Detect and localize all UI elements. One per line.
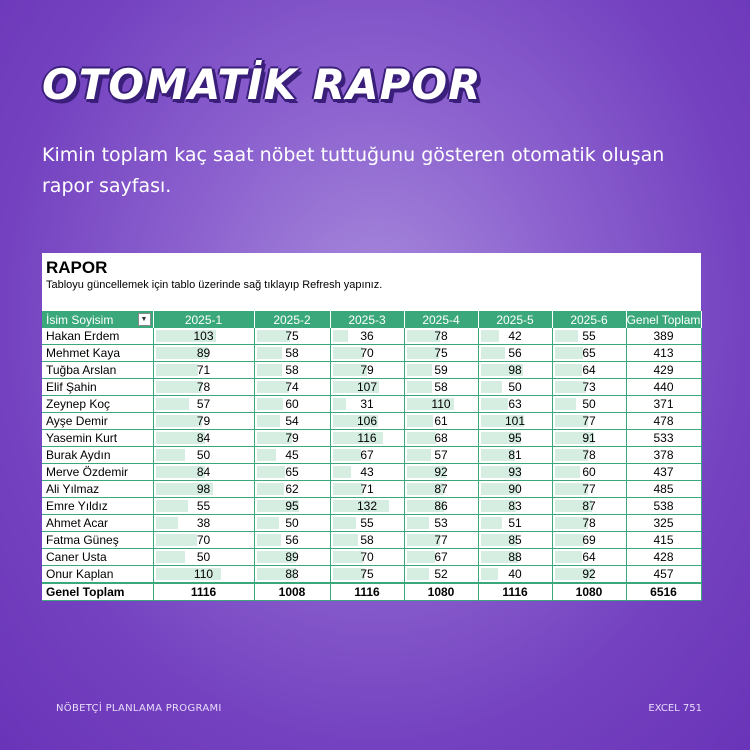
value-cell[interactable] <box>552 345 626 362</box>
cell-value: 50 <box>508 380 522 394</box>
cell-value: 74 <box>285 380 299 394</box>
cell-value: 60 <box>582 465 596 479</box>
cell-value: 45 <box>285 448 299 462</box>
cell-value: 107 <box>356 380 378 394</box>
value-cell[interactable] <box>153 481 254 498</box>
pivot-table <box>42 311 702 601</box>
cell-value: 50 <box>196 448 211 462</box>
value-cell[interactable] <box>552 515 626 532</box>
cell-value: 92 <box>434 465 448 479</box>
cell-value: 58 <box>434 380 448 394</box>
value-cell[interactable] <box>153 379 254 396</box>
cell-value: 57 <box>196 397 211 411</box>
value-cell[interactable] <box>254 379 330 396</box>
table-row[interactable] <box>42 566 701 584</box>
cell-value: 56 <box>508 346 522 360</box>
cell-value: 69 <box>582 533 596 547</box>
row-name-cell[interactable]: Mehmet Kaya <box>42 345 153 362</box>
grand-total-row[interactable] <box>42 583 701 601</box>
cell-value: 93 <box>508 465 522 479</box>
table-row[interactable] <box>42 362 701 379</box>
value-cell[interactable] <box>478 447 552 464</box>
page-title: OTOMATİK RAPOR <box>42 60 482 109</box>
cell-value: 70 <box>360 346 374 360</box>
cell-value: 87 <box>582 499 596 513</box>
row-name-cell[interactable]: Emre Yıldız <box>42 498 153 515</box>
cell-value: 91 <box>582 431 596 445</box>
cell-value: 89 <box>285 550 299 564</box>
row-total-cell[interactable]: 325 <box>626 515 701 532</box>
row-name-cell[interactable]: Onur Kaplan <box>42 566 153 584</box>
cell-value: 77 <box>434 533 448 547</box>
value-cell[interactable] <box>478 498 552 515</box>
value-cell[interactable] <box>330 566 404 584</box>
cell-value: 64 <box>582 550 596 564</box>
cell-value: 87 <box>434 482 448 496</box>
cell-value: 106 <box>356 414 378 428</box>
grand-total-cell[interactable]: 1080 <box>404 583 478 601</box>
row-total-cell[interactable]: 538 <box>626 498 701 515</box>
grand-total-label: Genel Toplam <box>42 583 153 601</box>
value-cell[interactable] <box>254 328 330 345</box>
cell-value: 61 <box>434 414 448 428</box>
column-header-2025-5[interactable]: 2025-5 <box>478 311 552 328</box>
value-cell[interactable] <box>404 430 478 447</box>
cell-value: 60 <box>285 397 299 411</box>
cell-value: 50 <box>196 550 211 564</box>
cell-value: 65 <box>582 346 596 360</box>
value-cell[interactable] <box>254 464 330 481</box>
value-cell[interactable] <box>254 362 330 379</box>
row-total-cell[interactable]: 413 <box>626 345 701 362</box>
column-header-2025-2[interactable]: 2025-2 <box>254 311 330 328</box>
cell-value: 64 <box>582 363 596 377</box>
row-total-cell[interactable]: 485 <box>626 481 701 498</box>
row-name-cell[interactable]: Fatma Güneş <box>42 532 153 549</box>
value-cell[interactable] <box>552 481 626 498</box>
table-row[interactable] <box>42 328 701 345</box>
cell-value: 85 <box>508 533 522 547</box>
row-total-cell[interactable]: 428 <box>626 549 701 566</box>
cell-value: 56 <box>285 533 299 547</box>
cell-value: 36 <box>360 329 374 343</box>
table-row[interactable] <box>42 464 701 481</box>
row-total-cell[interactable]: 415 <box>626 532 701 549</box>
value-cell[interactable] <box>254 430 330 447</box>
value-cell[interactable] <box>330 549 404 566</box>
table-row[interactable] <box>42 447 701 464</box>
dropdown-arrow-icon[interactable]: ▼ <box>138 313 151 326</box>
cell-value: 71 <box>196 363 211 377</box>
cell-value: 88 <box>285 567 299 581</box>
cell-value: 62 <box>285 482 299 496</box>
value-cell[interactable] <box>254 532 330 549</box>
table-row[interactable] <box>42 532 701 549</box>
value-cell[interactable] <box>330 362 404 379</box>
row-total-cell[interactable]: 457 <box>626 566 701 584</box>
value-cell[interactable] <box>552 362 626 379</box>
table-row[interactable] <box>42 379 701 396</box>
cell-value: 63 <box>508 397 522 411</box>
row-name-cell[interactable]: Burak Aydın <box>42 447 153 464</box>
grand-total-cell[interactable]: 1116 <box>153 583 254 601</box>
value-cell[interactable] <box>478 396 552 413</box>
cell-value: 71 <box>360 482 374 496</box>
cell-value: 79 <box>196 414 211 428</box>
row-name-cell[interactable]: Elif Şahin <box>42 379 153 396</box>
row-name-cell[interactable]: Ahmet Acar <box>42 515 153 532</box>
cell-value: 98 <box>196 482 211 496</box>
cell-value: 95 <box>508 431 522 445</box>
row-name-cell[interactable]: Merve Özdemir <box>42 464 153 481</box>
cell-value: 75 <box>360 567 374 581</box>
value-cell[interactable] <box>254 413 330 430</box>
value-cell[interactable] <box>478 362 552 379</box>
value-cell[interactable] <box>254 515 330 532</box>
table-row[interactable] <box>42 515 701 532</box>
table-row[interactable] <box>42 345 701 362</box>
row-name-cell[interactable]: Tuğba Arslan <box>42 362 153 379</box>
sheet-title: RAPOR <box>46 258 108 277</box>
value-cell[interactable] <box>478 345 552 362</box>
cell-value: 103 <box>193 329 214 343</box>
cell-value: 89 <box>196 346 211 360</box>
cell-value: 70 <box>196 533 211 547</box>
cell-value: 52 <box>434 567 448 581</box>
value-cell[interactable] <box>404 515 478 532</box>
cell-value: 67 <box>434 550 448 564</box>
cell-value: 70 <box>360 550 374 564</box>
cell-value: 57 <box>434 448 448 462</box>
value-cell[interactable] <box>404 345 478 362</box>
cell-value: 79 <box>285 431 299 445</box>
value-cell[interactable] <box>404 549 478 566</box>
column-header-2025-6[interactable]: 2025-6 <box>552 311 626 328</box>
value-cell[interactable] <box>404 362 478 379</box>
value-cell[interactable] <box>330 515 404 532</box>
cell-value: 55 <box>582 329 596 343</box>
value-cell[interactable] <box>330 481 404 498</box>
value-cell[interactable] <box>330 447 404 464</box>
cell-value: 31 <box>360 397 374 411</box>
value-cell[interactable] <box>153 362 254 379</box>
value-cell[interactable] <box>552 379 626 396</box>
value-cell[interactable] <box>552 447 626 464</box>
value-cell[interactable] <box>153 447 254 464</box>
cell-value: 59 <box>434 363 448 377</box>
value-cell[interactable] <box>254 566 330 584</box>
cell-value: 79 <box>360 363 374 377</box>
value-cell[interactable] <box>330 464 404 481</box>
column-header-2025-1[interactable]: 2025-1 <box>153 311 254 328</box>
cell-value: 77 <box>582 414 596 428</box>
value-cell[interactable] <box>153 430 254 447</box>
cell-value: 75 <box>285 329 299 343</box>
value-cell[interactable] <box>330 379 404 396</box>
row-name-cell[interactable]: Ali Yılmaz <box>42 481 153 498</box>
value-cell[interactable] <box>552 549 626 566</box>
value-cell[interactable] <box>478 566 552 584</box>
cell-value: 84 <box>196 431 211 445</box>
column-header-label: İsim Soyisim <box>46 312 114 327</box>
value-cell[interactable] <box>153 566 254 584</box>
column-header-2025-4[interactable]: 2025-4 <box>404 311 478 328</box>
cell-value: 98 <box>508 363 522 377</box>
value-cell[interactable] <box>404 413 478 430</box>
cell-value: 43 <box>360 465 374 479</box>
cell-value: 58 <box>360 533 374 547</box>
value-cell[interactable] <box>404 566 478 584</box>
value-cell[interactable] <box>330 413 404 430</box>
cell-value: 77 <box>582 482 596 496</box>
table-row[interactable] <box>42 481 701 498</box>
value-cell[interactable] <box>153 549 254 566</box>
cell-value: 42 <box>508 329 522 343</box>
value-cell[interactable] <box>330 345 404 362</box>
row-name-cell[interactable]: Ayşe Demir <box>42 413 153 430</box>
cell-value: 78 <box>582 448 596 462</box>
value-cell[interactable] <box>153 413 254 430</box>
value-cell[interactable] <box>153 532 254 549</box>
value-cell[interactable] <box>552 328 626 345</box>
table-row[interactable] <box>42 549 701 566</box>
cell-value: 110 <box>193 567 214 581</box>
value-cell[interactable] <box>153 328 254 345</box>
value-cell[interactable] <box>404 532 478 549</box>
value-cell[interactable] <box>552 566 626 584</box>
row-total-cell[interactable]: 437 <box>626 464 701 481</box>
value-cell[interactable] <box>478 515 552 532</box>
value-cell[interactable] <box>478 532 552 549</box>
cell-value: 78 <box>582 516 596 530</box>
table-row[interactable] <box>42 498 701 515</box>
footer-code: EXCEL 751 <box>648 703 702 714</box>
value-cell[interactable] <box>552 396 626 413</box>
cell-value: 132 <box>356 499 378 513</box>
value-cell[interactable] <box>478 549 552 566</box>
table-row[interactable] <box>42 413 701 430</box>
cell-value: 38 <box>196 516 211 530</box>
cell-value: 51 <box>508 516 522 530</box>
value-cell[interactable] <box>330 328 404 345</box>
cell-value: 58 <box>285 363 299 377</box>
row-name-cell[interactable]: Hakan Erdem <box>42 328 153 345</box>
row-total-cell[interactable]: 533 <box>626 430 701 447</box>
cell-value: 83 <box>508 499 522 513</box>
value-cell[interactable] <box>254 447 330 464</box>
cell-value: 84 <box>196 465 211 479</box>
grand-total-cell[interactable]: 1116 <box>478 583 552 601</box>
cell-value: 50 <box>582 397 596 411</box>
cell-value: 65 <box>285 465 299 479</box>
cell-value: 58 <box>285 346 299 360</box>
value-cell[interactable] <box>153 515 254 532</box>
value-cell[interactable] <box>153 464 254 481</box>
row-name-cell[interactable]: Zeynep Koç <box>42 396 153 413</box>
value-cell[interactable] <box>254 481 330 498</box>
value-cell[interactable] <box>330 532 404 549</box>
cell-value: 68 <box>434 431 448 445</box>
value-cell[interactable] <box>478 379 552 396</box>
value-cell[interactable] <box>153 396 254 413</box>
value-cell[interactable] <box>153 498 254 515</box>
value-cell[interactable] <box>552 430 626 447</box>
value-cell[interactable] <box>254 498 330 515</box>
cell-value: 78 <box>434 329 448 343</box>
column-header-grand-total[interactable]: Genel Toplam <box>626 312 701 327</box>
row-name-cell[interactable]: Yasemin Kurt <box>42 430 153 447</box>
value-cell[interactable] <box>330 498 404 515</box>
cell-value: 50 <box>285 516 299 530</box>
cell-value: 40 <box>508 567 522 581</box>
value-cell[interactable] <box>254 549 330 566</box>
row-total-cell[interactable]: 389 <box>626 328 701 345</box>
value-cell[interactable] <box>254 345 330 362</box>
row-name-cell[interactable]: Caner Usta <box>42 549 153 566</box>
grand-total-cell[interactable]: 1116 <box>330 583 404 601</box>
value-cell[interactable] <box>552 413 626 430</box>
grand-total-overall[interactable]: 6516 <box>626 583 701 601</box>
value-cell[interactable] <box>478 328 552 345</box>
value-cell[interactable] <box>552 464 626 481</box>
value-cell[interactable] <box>404 498 478 515</box>
value-cell[interactable] <box>404 464 478 481</box>
cell-value: 92 <box>582 567 596 581</box>
value-cell[interactable] <box>404 379 478 396</box>
cell-value: 81 <box>508 448 522 462</box>
page-subtitle: Kimin toplam kaç saat nöbet tuttuğunu gösteren otomatik oluşan rapor sayfası. <box>42 144 665 197</box>
value-cell[interactable] <box>254 396 330 413</box>
row-total-cell[interactable]: 478 <box>626 413 701 430</box>
value-cell[interactable] <box>478 481 552 498</box>
cell-value: 95 <box>285 499 299 513</box>
cell-value: 86 <box>434 499 448 513</box>
column-header-name[interactable] <box>42 311 153 328</box>
row-total-cell[interactable]: 371 <box>626 396 701 413</box>
row-total-cell[interactable]: 440 <box>626 379 701 396</box>
table-header-row <box>42 311 701 328</box>
value-cell[interactable] <box>404 396 478 413</box>
cell-value: 90 <box>508 482 522 496</box>
cell-value: 78 <box>196 380 211 394</box>
row-total-cell[interactable]: 429 <box>626 362 701 379</box>
cell-value: 55 <box>360 516 374 530</box>
cell-value: 110 <box>431 397 451 411</box>
row-total-cell[interactable]: 378 <box>626 447 701 464</box>
sheet-hint: Tabloyu güncellemek için tablo üzerinde sağ tıklayıp Refresh yapınız. <box>46 279 383 291</box>
cell-value: 73 <box>582 380 596 394</box>
cell-value: 55 <box>196 499 211 513</box>
value-cell[interactable] <box>404 328 478 345</box>
value-cell[interactable] <box>330 396 404 413</box>
value-cell[interactable] <box>478 430 552 447</box>
cell-value: 67 <box>360 448 374 462</box>
report-sheet <box>42 253 701 600</box>
column-header-2025-3[interactable]: 2025-3 <box>330 311 404 328</box>
value-cell[interactable] <box>552 498 626 515</box>
cell-value: 54 <box>285 414 299 428</box>
cell-value: 75 <box>434 346 448 360</box>
value-cell[interactable] <box>552 532 626 549</box>
table-row[interactable] <box>42 396 701 413</box>
grand-total-cell[interactable]: 1080 <box>552 583 626 601</box>
grand-total-cell[interactable]: 1008 <box>254 583 330 601</box>
cell-value: 116 <box>357 431 377 445</box>
value-cell[interactable] <box>330 430 404 447</box>
value-cell[interactable] <box>153 345 254 362</box>
cell-value: 88 <box>508 550 522 564</box>
value-cell[interactable] <box>404 481 478 498</box>
table-body <box>42 328 701 601</box>
value-cell[interactable] <box>404 447 478 464</box>
value-cell[interactable] <box>478 413 552 430</box>
table-row[interactable] <box>42 430 701 447</box>
footer-program-name: NÖBETÇİ PLANLAMA PROGRAMI <box>56 703 222 714</box>
cell-value: 101 <box>504 414 526 428</box>
value-cell[interactable] <box>478 464 552 481</box>
cell-value: 53 <box>434 516 448 530</box>
